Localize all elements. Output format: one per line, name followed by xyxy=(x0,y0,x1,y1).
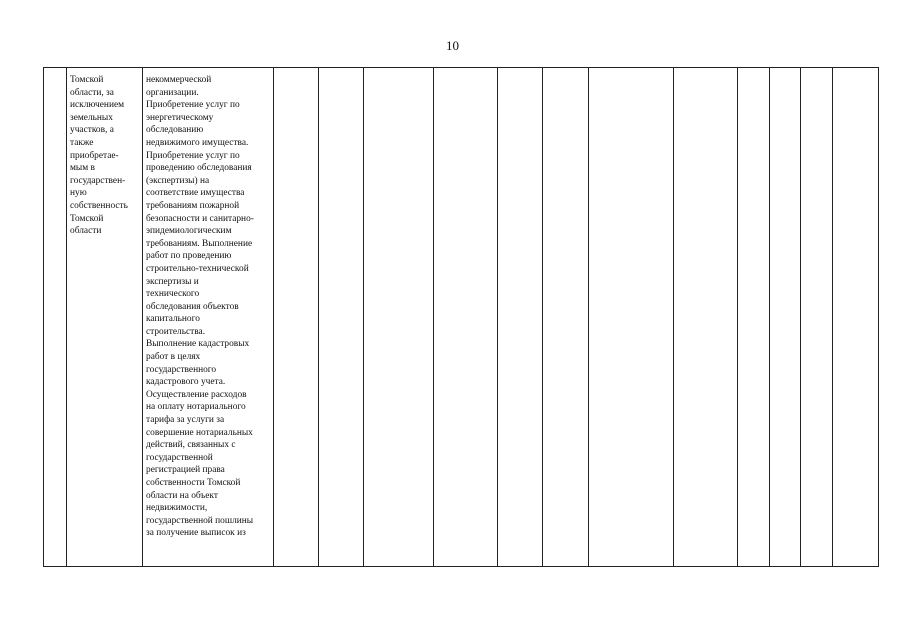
text-line: кадастрового учета. xyxy=(146,377,226,388)
text-line: требованиям пожарной xyxy=(146,200,240,211)
text-line: обследования объектов xyxy=(146,301,239,312)
text-line: собственность xyxy=(70,200,128,211)
text-line: Томской xyxy=(70,213,104,224)
text-line: эпидемиологическим xyxy=(146,226,232,237)
text-line: исключением xyxy=(70,100,125,111)
text-line: Выполнение кадастровых xyxy=(146,339,250,350)
table-cell-1 xyxy=(44,68,67,567)
table-cell-empty xyxy=(434,68,498,567)
text-line: проведению обследования xyxy=(146,163,252,174)
text-line: строительно-технической xyxy=(146,263,249,274)
description-text xyxy=(143,68,273,540)
text-line: энергетическому xyxy=(146,112,214,123)
text-line: Приобретение услуг по xyxy=(146,100,240,111)
text-line: безопасности и санитарно- xyxy=(146,213,254,224)
text-line: Осуществление расходов xyxy=(146,389,247,400)
text-line: Приобретение услуг по xyxy=(146,150,240,161)
text-line: технического xyxy=(146,289,200,300)
document-table-container xyxy=(43,67,878,567)
text-line: также xyxy=(70,137,94,148)
owner-text xyxy=(67,68,142,238)
table-cell-empty xyxy=(674,68,738,567)
text-line: соответствие имущества xyxy=(146,188,245,199)
table-cell-empty xyxy=(801,68,833,567)
text-line: мым в xyxy=(70,163,95,174)
text-line: ную xyxy=(70,188,87,199)
text-line: государственной пошлины xyxy=(146,515,254,526)
table-cell-empty xyxy=(498,68,543,567)
document-table xyxy=(43,67,879,567)
text-line: собственности Томской xyxy=(146,478,241,488)
table-cell-description xyxy=(143,68,274,567)
table-cell-empty xyxy=(364,68,434,567)
text-line: области xyxy=(70,226,102,237)
table-cell-empty xyxy=(589,68,674,567)
table-cell-empty xyxy=(833,68,879,567)
text-line: организации. xyxy=(146,87,199,98)
text-line: тарифа за услуги за xyxy=(146,415,225,426)
text-line: (экспертизы) на xyxy=(146,175,210,186)
text-line: капитального xyxy=(146,314,200,325)
table-row xyxy=(44,68,879,567)
text-line: недвижимого имущества. xyxy=(146,137,249,148)
text-line: недвижимости, xyxy=(146,503,208,514)
text-line: государственного xyxy=(146,364,217,375)
text-line: государствен- xyxy=(70,175,126,186)
text-line: совершение нотариальных xyxy=(146,427,253,438)
table-cell-empty xyxy=(770,68,801,567)
text-line: на оплату нотариального xyxy=(146,402,246,413)
text-line: действий, связанных с xyxy=(146,440,236,451)
text-line: экспертизы и xyxy=(146,276,199,287)
table-cell-empty xyxy=(319,68,364,567)
table-cell-empty xyxy=(274,68,319,567)
text-line: работ в целях xyxy=(146,352,201,363)
text-line: участков, а xyxy=(70,125,114,136)
text-line: области, за xyxy=(70,87,114,98)
text-line: земельных xyxy=(70,112,113,123)
text-line: приобретае- xyxy=(70,150,119,161)
table-cell-empty xyxy=(738,68,770,567)
text-line: некоммерческой xyxy=(146,75,212,85)
table-cell-owner xyxy=(67,68,143,567)
page-number: 10 xyxy=(446,38,459,53)
text-line: регистрацией права xyxy=(146,465,225,476)
text-line: области на объект xyxy=(146,490,218,501)
text-line: за получение выписок из xyxy=(146,528,246,539)
text-line: государственной xyxy=(146,452,213,463)
text-line: строительства. xyxy=(146,326,206,337)
table-cell-empty xyxy=(543,68,589,567)
text-line: обследованию xyxy=(146,125,204,136)
text-line: Томской xyxy=(70,75,104,85)
text-line: требованиям. Выполнение xyxy=(146,238,253,249)
text-line: работ по проведению xyxy=(146,251,232,262)
